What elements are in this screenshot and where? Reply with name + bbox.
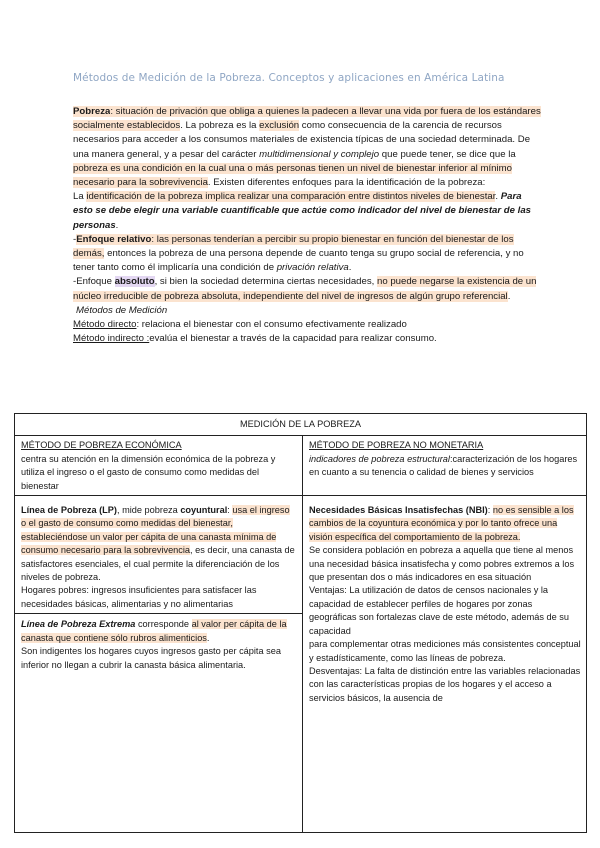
table-header: MEDICIÓN DE LA POBREZA: [15, 414, 587, 436]
medicion-table: [14, 413, 587, 833]
left-desc: centra su atención en la dimensión económica de la pobreza y utiliza el ingreso o el gasto de consumo como medidas del bienestar: [21, 453, 276, 491]
left-title: MÉTODO DE POBREZA ECONÓMICA: [21, 440, 182, 451]
nbi-desventajas: Desventajas: La falta de distinción entre las variables relacionadas con las características propias de los hogares y el acceso a servicios básicos, la ausencia de: [309, 665, 581, 703]
metodo-indirecto: Método indirecto :evalúa el bienestar a través de la capacidad para realizar consumo.: [73, 333, 437, 345]
right-desc: indicadores de pobreza estructural:caracterización de los hogares en cuanto a su tenencia o calidad de bienes y servicios: [309, 453, 578, 478]
nbi-ventajas: Ventajas: La utilización de datos de censos nacionales y la capacidad de establecer perfiles de hogares por zonas geográficas son fortalezas clave de este método, además de su capacidad: [309, 585, 569, 636]
lpe-text: Línea de Pobreza Extrema corresponde al valor per cápita de la canasta que contiene sólo rubros alimenticios.: [21, 619, 287, 643]
cell-pobreza-economica: [15, 436, 303, 496]
paragraph-identificacion: La identificación de la pobreza implica realizar una comparación entre distintos niveles de bienestar. Para esto se debe elegir una variable cuantificable que actúe como indicador del nivel de bienestar de las personas.: [73, 191, 531, 231]
paragraph-enfoque-relativo: -Enfoque relativo: las personas tenderían a percibir su propio bienestar en función del bienestar de los demás, entonces la pobreza de una persona depende de cuanto tenga su grupo social de referencia, y no tener tanto como él implicaría una condición de privación relativa.: [73, 233, 524, 274]
metodo-directo: Método directo: relaciona el bienestar con el consumo efectivamente realizado: [73, 319, 407, 331]
hogares-pobres: Hogares pobres: ingresos insuficientes para satisfacer las necesidades básicas, alimentarias y no alimentarias: [21, 585, 257, 609]
cell-nbi: [303, 496, 587, 833]
nbi-definicion: Se considera población en pobreza a aquella que tiene al menos una necesidad básica insatisfecha y como pobres extremos a los que presentan dos o más indicadores en esa situación: [309, 545, 575, 583]
cell-linea-pobreza-extrema: [15, 614, 303, 833]
nbi-title: Necesidades Básicas Insatisfechas (NBI): no es sensible a los cambios de la coyuntura económica y por lo tanto ofrece una visión específica del comportamiento de la pobreza.: [309, 505, 574, 542]
metodos-heading: Métodos de Medición: [76, 304, 168, 316]
lp-text: Línea de Pobreza (LP), mide pobreza coyuntural: usa el ingreso o el gasto de consumo como medidas del bienestar, estableciéndose un valor per cápita de una canasta mínima de consumo necesario para la sobrevivencia, es decir, una canasta de satisfactores esenciales, el cual permite la diferenciación de los niveles de pobreza.: [21, 505, 295, 583]
cell-pobreza-no-monetaria: [303, 436, 587, 496]
paragraph-pobreza: Pobreza: situación de privación que obliga a quienes la padecen a llevar una vida por fuera de los estándares socialmente establecidos. La pobreza es la exclusión como consecuencia de la carencia de recursos necesarios para acceder a los consumos materiales de existencia típicas de una sociedad determinada. De una manera general, y a pesar del carácter multidimensional y complejo que puede tener, se dice que la pobreza es una condición en la cual una o más personas tienen un nivel de bienestar inferior al mínimo necesario para la sobrevivencia. Existen diferentes enfoques para la identificación de la pobreza:: [73, 106, 541, 189]
paragraph-enfoque-absoluto: -Enfoque absoluto, si bien la sociedad determina ciertas necesidades, no puede negarse la existencia de un núcleo irreducible de pobreza absoluta, independiente del nivel de ingresos de algún grupo referencial.: [73, 276, 537, 302]
right-title: MÉTODO DE POBREZA NO MONETARIA: [309, 440, 484, 451]
nbi-ventajas-cont: para complementar otras mediciones más consistentes conceptual y estadísticamente, como las líneas de pobreza.: [309, 639, 581, 663]
document-body: [73, 105, 543, 346]
indigentes-text: Son indigentes los hogares cuyos ingresos gasto per cápita sea inferior no llegan a cubrir la canasta básica alimentaria.: [21, 646, 281, 670]
document-title: Métodos de Medición de la Pobreza. Conceptos y aplicaciones en América Latina: [73, 72, 505, 84]
cell-linea-pobreza: [15, 496, 303, 614]
